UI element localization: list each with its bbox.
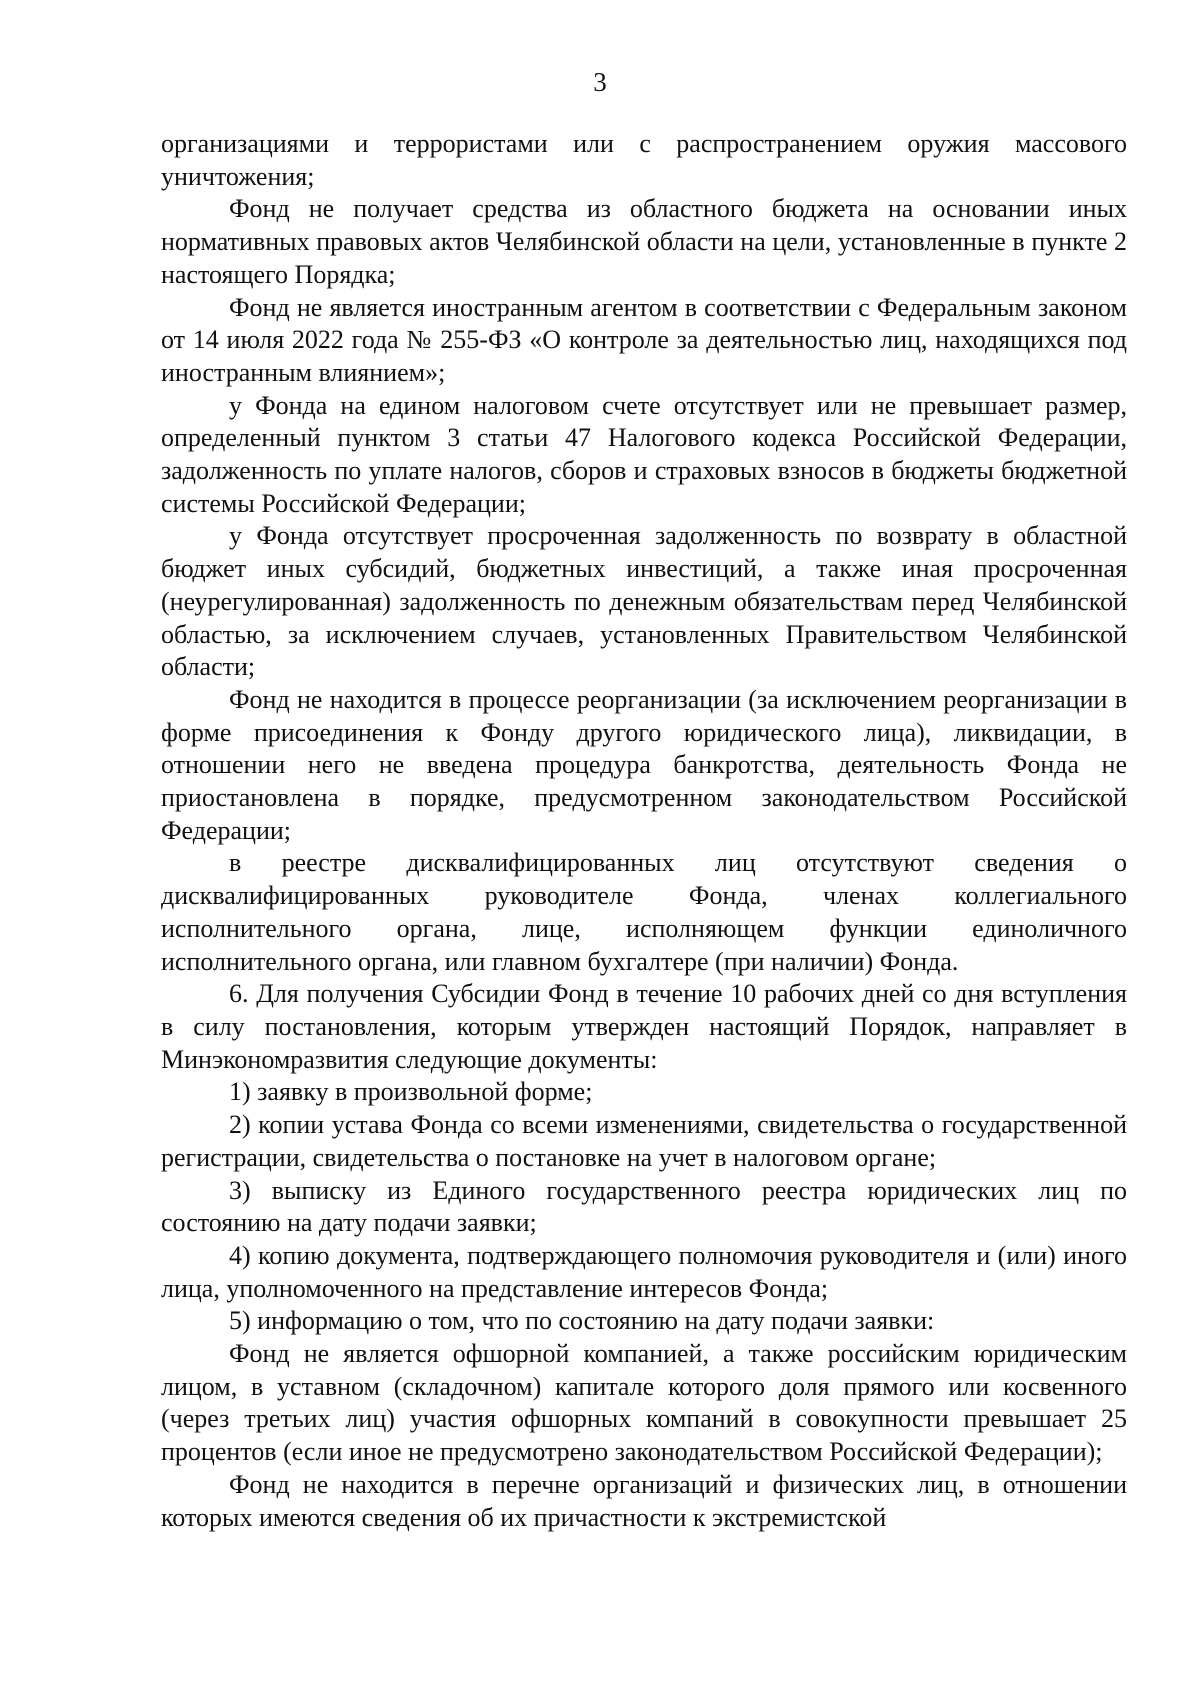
paragraph: в реестре дисквалифицированных лиц отсутствуют сведения о дисквалифицированных руководителе Фонда, членах коллегиального исполнительного органа, лице, исполняющем функции единоличного исполнительного органа, или главном бухгалтере (при наличии) Фонда. bbox=[161, 848, 1127, 976]
paragraph: Фонд не получает средства из областного бюджета на основании иных нормативных правовых актов Челябинской области на цели, установленные в пункте 2 настоящего Порядка; bbox=[161, 194, 1127, 289]
paragraph: Фонд не является офшорной компанией, а также российским юридическим лицом, в уставном (складочном) капитале которого доля прямого или косвенного (через третьих лиц) участия офшорных компаний в совокупности превышает 25 процентов (если иное не предусмотрено законодательством Российской Федерации); bbox=[161, 1339, 1127, 1467]
list-item-3: 3) выписку из Единого государственного реестра юридических лиц по состоянию на дату подачи заявки; bbox=[161, 1175, 1127, 1238]
paragraph: Фонд не является иностранным агентом в соответствии с Федеральным законом от 14 июля 2022 года № 255-ФЗ «О контроле за деятельностью лиц, находящихся под иностранным влиянием»; bbox=[161, 292, 1127, 387]
list-item-2: 2) копии устава Фонда со всеми изменениями, свидетельства о государственной регистрации, свидетельства о постановке на учет в налоговом органе; bbox=[161, 1110, 1127, 1172]
paragraph: у Фонда на едином налоговом счете отсутствует или не превышает размер, определенный пунктом 3 статьи 47 Налогового кодекса Российской Федерации, задолженность по уплате налогов, сборов и страховых взносов в бюджеты бюджетной системы Российской Федерации; bbox=[161, 390, 1127, 518]
document-body bbox=[161, 128, 1127, 1534]
list-item-5: 5) информацию о том, что по состоянию на дату подачи заявки: bbox=[229, 1306, 935, 1336]
page-number: 3 bbox=[593, 67, 607, 97]
list-item-1: 1) заявку в произвольной форме; bbox=[229, 1077, 593, 1107]
paragraph: Фонд не находится в перечне организаций и физических лиц, в отношении которых имеются сведения об их причастности к экстремистской bbox=[161, 1469, 1127, 1532]
paragraph: Фонд не находится в процессе реорганизации (за исключением реорганизации в форме присоединения к Фонду другого юридического лица), ликвидации, в отношении него не введена процедура банкротства, деятельность Фонда не приостановлена в порядке, предусмотренном законодательством Российской Федерации; bbox=[161, 684, 1127, 845]
paragraph-continuation: организациями и террористами или с распространением оружия массового уничтожения; bbox=[161, 129, 1127, 191]
paragraph-section-6: 6. Для получения Субсидии Фонд в течение 10 рабочих дней со дня вступления в силу постановления, которым утвержден настоящий Порядок, направляет в Минэкономразвития следующие документы: bbox=[161, 979, 1127, 1074]
list-item-4: 4) копию документа, подтверждающего полномочия руководителя и (или) иного лица, уполномоченного на представление интересов Фонда; bbox=[161, 1240, 1127, 1303]
paragraph: у Фонда отсутствует просроченная задолженность по возврату в областной бюджет иных субсидий, бюджетных инвестиций, а также иная просроченная (неурегулированная) задолженность по денежным обязательствам перед Челябинской областью, за исключением случаев, установленных Правительством Челябинской области; bbox=[161, 521, 1127, 682]
